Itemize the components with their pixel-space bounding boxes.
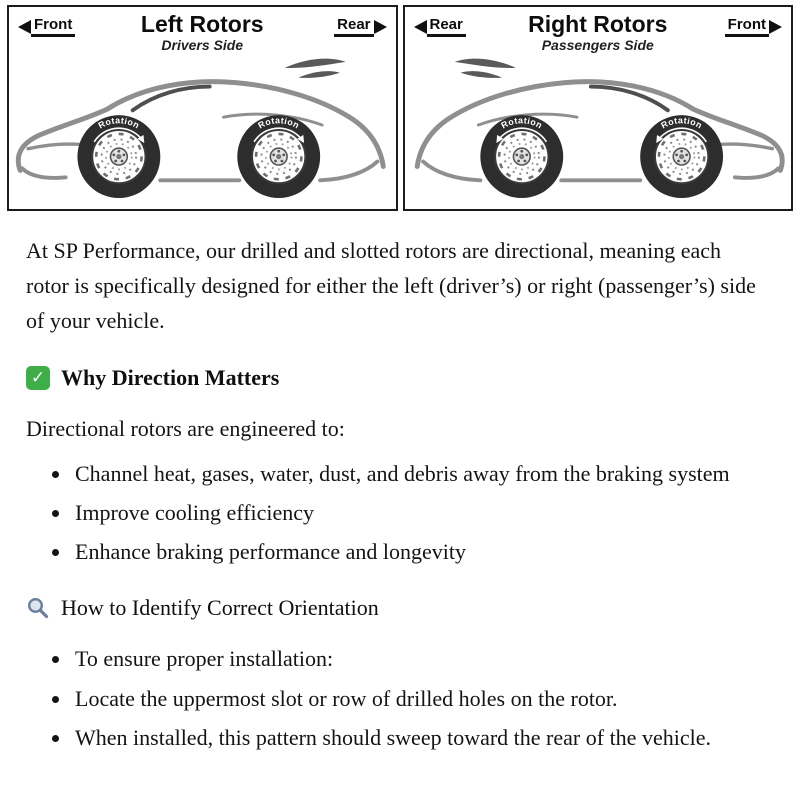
rear-label: Rear <box>427 17 466 37</box>
rear-direction-arrow <box>414 17 466 37</box>
orientation-steps-list <box>26 641 774 755</box>
list-item: • Locate the uppermost slot or row of drilled holes on the rotor. <box>72 681 765 716</box>
list-item: • To ensure proper installation: <box>72 641 765 676</box>
spoiler-swoosh <box>285 59 346 78</box>
rear-label: Rear <box>334 17 373 37</box>
rotation-label: Rotation <box>498 115 544 131</box>
front-label: Front <box>31 17 75 37</box>
front-direction-arrow <box>18 17 75 37</box>
list-item: • When installed, this pattern should sweep toward the rear of the vehicle. <box>72 720 765 755</box>
car-illustration-left <box>9 54 396 202</box>
rotation-label: Rotation <box>96 115 142 131</box>
section-title: Why Direction Matters <box>61 364 280 390</box>
right-rotors-panel <box>403 5 794 211</box>
arrow-left-icon <box>18 20 31 34</box>
front-direction-arrow <box>725 17 782 37</box>
section-heading-why-direction-matters <box>26 365 774 391</box>
spoiler-swoosh <box>454 59 515 78</box>
left-rotors-panel <box>7 5 398 211</box>
rotor-direction-diagram <box>0 0 800 211</box>
engineered-lead: Directional rotors are engineered to: <box>26 415 345 441</box>
arrow-right-icon <box>374 20 387 34</box>
panel-title: Right Rotors <box>528 11 668 37</box>
section-heading-identify-orientation <box>26 595 774 621</box>
check-badge-icon: ✓ <box>26 366 50 390</box>
engineered-benefits-list <box>26 456 774 570</box>
magnifier-icon <box>26 596 50 620</box>
list-item: • Channel heat, gases, water, dust, and debris away from the braking system <box>72 456 765 491</box>
rotation-label: Rotation <box>256 115 302 131</box>
rear-direction-arrow <box>334 17 386 37</box>
section-title: How to Identify Correct Orientation <box>61 595 379 621</box>
panel-subtitle: Drivers Side <box>161 37 244 54</box>
arrow-left-icon <box>414 20 427 34</box>
article-body <box>0 211 800 789</box>
list-item: • Enhance braking performance and longevity <box>72 534 765 569</box>
front-label: Front <box>725 17 769 37</box>
rotation-label: Rotation <box>658 115 704 131</box>
car-body-outline <box>18 82 383 181</box>
car-illustration-right <box>405 54 792 202</box>
arrow-right-icon <box>769 20 782 34</box>
intro-paragraph: At SP Performance, our drilled and slotted rotors are directional, meaning each rotor is specifically designed for either the left (driver’s) or right (passenger’s) side of your vehicle. <box>26 238 756 334</box>
list-item: • Improve cooling efficiency <box>72 495 765 530</box>
car-body-outline <box>417 82 782 181</box>
panel-title: Left Rotors <box>140 11 264 37</box>
panel-subtitle: Passengers Side <box>541 37 654 54</box>
